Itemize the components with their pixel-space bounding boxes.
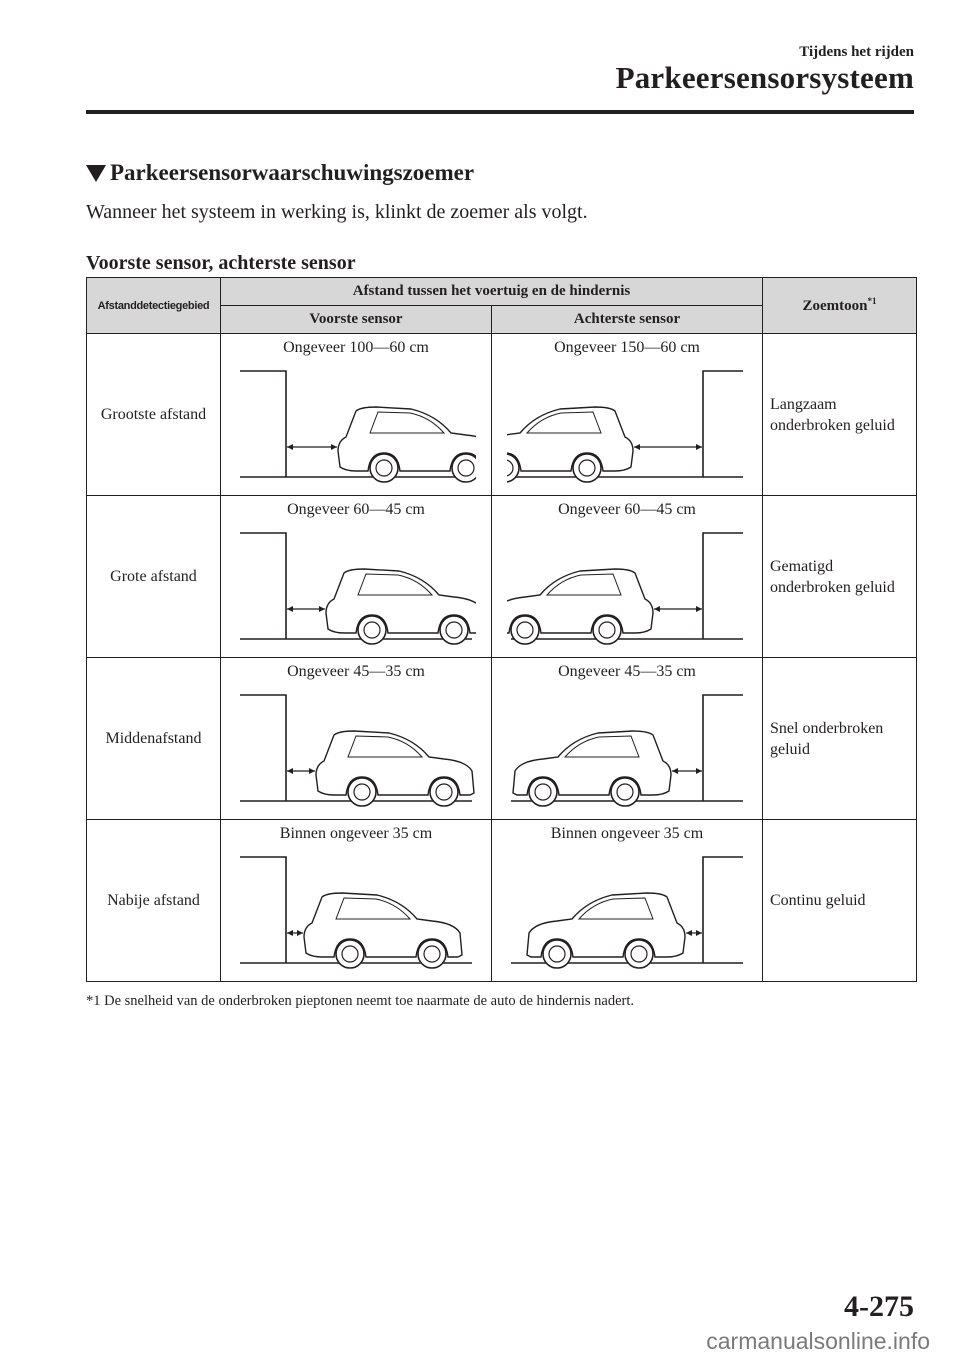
car-window bbox=[547, 574, 621, 595]
header-tone bbox=[763, 278, 917, 334]
footnote: *1 De snelheid van de onderbroken pieptonen neemt toe naarmate de auto de hindernis nadert. bbox=[86, 993, 634, 1009]
car bbox=[316, 731, 474, 806]
front-illustration-cell bbox=[221, 820, 492, 982]
car bbox=[513, 731, 671, 806]
triangle-bullet-icon bbox=[86, 165, 106, 182]
car-window bbox=[565, 736, 639, 757]
front-car-illustration bbox=[236, 845, 476, 970]
table-row bbox=[87, 334, 917, 496]
header-area: Afstanddetectiegebied bbox=[87, 278, 221, 334]
intro-text: Wanneer het systeem in werking is, klinkt de zoemer als volgt. bbox=[86, 201, 588, 223]
obstacle-wall bbox=[240, 533, 286, 639]
row-tone: Langzaam onderbroken geluid bbox=[763, 334, 917, 496]
car bbox=[507, 569, 653, 644]
arrow-head-left bbox=[634, 444, 640, 450]
car-wheel bbox=[611, 778, 639, 806]
rear-illustration-cell bbox=[492, 658, 763, 820]
car-wheel bbox=[573, 454, 601, 482]
table-row bbox=[87, 820, 917, 982]
arrow-head-left bbox=[686, 930, 692, 936]
arrow-head-left bbox=[654, 606, 660, 612]
car bbox=[338, 407, 476, 482]
front-distance: Ongeveer 45—35 cm bbox=[287, 663, 425, 680]
row-area: Grootste afstand bbox=[87, 334, 221, 496]
car-window bbox=[370, 412, 444, 433]
car-wheel bbox=[440, 616, 468, 644]
arrow-head-left bbox=[287, 444, 293, 450]
header-tone-footnote-mark: *1 bbox=[867, 296, 877, 306]
car-wheel bbox=[418, 940, 446, 968]
obstacle-wall bbox=[240, 371, 286, 477]
row-area: Grote afstand bbox=[87, 496, 221, 658]
car-wheel bbox=[358, 616, 386, 644]
header-distance: Afstand tussen het voertuig en de hindernis bbox=[221, 278, 763, 306]
header-divider bbox=[86, 110, 914, 114]
front-illustration-cell bbox=[221, 496, 492, 658]
arrow-head-left bbox=[672, 768, 678, 774]
front-distance: Binnen ongeveer 35 cm bbox=[279, 825, 433, 842]
front-distance: Ongeveer 60—45 cm bbox=[287, 501, 425, 518]
arrow-head-right bbox=[319, 606, 325, 612]
arrow-head-right bbox=[331, 444, 337, 450]
car bbox=[326, 569, 476, 644]
car-window bbox=[358, 574, 432, 595]
arrow-head-right bbox=[696, 930, 702, 936]
rear-car-illustration bbox=[507, 683, 747, 808]
row-tone: Gematigd onderbroken geluid bbox=[763, 496, 917, 658]
row-tone: Snel onderbroken geluid bbox=[763, 658, 917, 820]
arrow-head-right bbox=[297, 930, 303, 936]
car-wheel bbox=[430, 778, 458, 806]
rear-distance: Ongeveer 150—60 cm bbox=[554, 339, 700, 356]
obstacle-wall bbox=[703, 371, 743, 477]
obstacle-wall bbox=[703, 695, 743, 801]
obstacle-wall bbox=[703, 533, 743, 639]
arrow-head-left bbox=[287, 768, 293, 774]
car-window bbox=[336, 898, 410, 919]
watermark: carmanualsonline.info bbox=[706, 1328, 930, 1354]
car-wheel bbox=[348, 778, 376, 806]
arrow-head-left bbox=[287, 930, 293, 936]
arrow-head-right bbox=[696, 606, 702, 612]
header-front-sensor: Voorste sensor bbox=[221, 306, 492, 334]
car-wheel bbox=[452, 454, 476, 482]
car-window bbox=[348, 736, 422, 757]
section-heading-text: Parkeersensorwaarschuwingszoemer bbox=[110, 160, 475, 185]
rear-distance: Binnen ongeveer 35 cm bbox=[550, 825, 704, 842]
obstacle-wall bbox=[703, 857, 743, 963]
rear-distance: Ongeveer 45—35 cm bbox=[558, 663, 696, 680]
car-wheel bbox=[511, 616, 539, 644]
front-illustration-cell bbox=[221, 334, 492, 496]
obstacle-wall bbox=[240, 695, 286, 801]
car bbox=[507, 407, 633, 482]
section-heading bbox=[86, 160, 474, 186]
car-wheel bbox=[370, 454, 398, 482]
car bbox=[527, 893, 685, 968]
header-tone-text: Zoemtoon bbox=[802, 298, 868, 314]
arrow-head-left bbox=[287, 606, 293, 612]
arrow-head-right bbox=[696, 768, 702, 774]
car-wheel bbox=[529, 778, 557, 806]
rear-car-illustration bbox=[507, 359, 747, 484]
car-window bbox=[527, 412, 601, 433]
car bbox=[304, 893, 462, 968]
page-number: 4-275 bbox=[844, 1290, 914, 1323]
obstacle-wall bbox=[240, 857, 286, 963]
chapter-label: Tijdens het rijden bbox=[799, 44, 914, 60]
rear-illustration-cell bbox=[492, 820, 763, 982]
rear-car-illustration bbox=[507, 521, 747, 646]
page-title: Parkeersensorsysteem bbox=[615, 60, 914, 95]
row-tone: Continu geluid bbox=[763, 820, 917, 982]
car-wheel bbox=[336, 940, 364, 968]
car-wheel bbox=[625, 940, 653, 968]
table-row bbox=[87, 658, 917, 820]
arrow-head-right bbox=[309, 768, 315, 774]
row-area: Middenafstand bbox=[87, 658, 221, 820]
car-body bbox=[507, 407, 633, 471]
row-area: Nabije afstand bbox=[87, 820, 221, 982]
front-car-illustration bbox=[236, 359, 476, 484]
front-illustration-cell bbox=[221, 658, 492, 820]
arrow-head-right bbox=[696, 444, 702, 450]
header-rear-sensor: Achterste sensor bbox=[492, 306, 763, 334]
front-car-illustration bbox=[236, 683, 476, 808]
rear-distance: Ongeveer 60—45 cm bbox=[558, 501, 696, 518]
front-distance: Ongeveer 100—60 cm bbox=[283, 339, 429, 356]
sensor-subheading: Voorste sensor, achterste sensor bbox=[86, 252, 356, 274]
rear-illustration-cell bbox=[492, 496, 763, 658]
car-window bbox=[579, 898, 653, 919]
table-row bbox=[87, 496, 917, 658]
car-wheel bbox=[593, 616, 621, 644]
rear-illustration-cell bbox=[492, 334, 763, 496]
rear-car-illustration bbox=[507, 845, 747, 970]
front-car-illustration bbox=[236, 521, 476, 646]
car-wheel bbox=[543, 940, 571, 968]
buzzer-table bbox=[86, 277, 917, 982]
